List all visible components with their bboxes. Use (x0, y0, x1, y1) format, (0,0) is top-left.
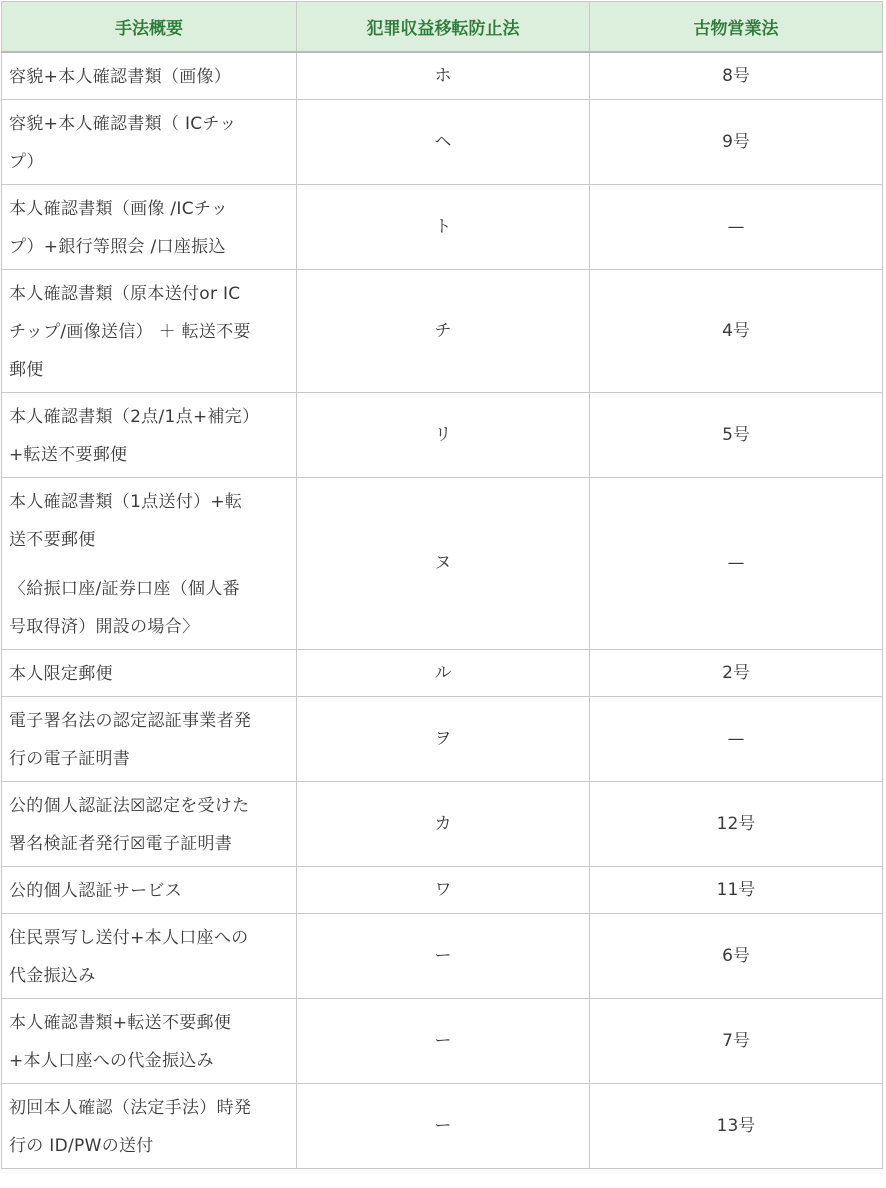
method-summary-paragraph (9, 1089, 290, 1165)
method-summary-cell (2, 866, 297, 913)
antique-dealers-law-cell: 8号 (590, 52, 883, 100)
table-row (2, 998, 883, 1083)
method-summary-paragraph (9, 190, 290, 266)
method-summary-line: 住民票写し送付+本人口座への (9, 927, 249, 948)
method-summary-paragraph (9, 570, 290, 646)
method-summary-line: 代金振込み (9, 965, 96, 986)
method-summary-cell (2, 649, 297, 696)
antique-dealers-law-cell: 6号 (590, 913, 883, 998)
table-row (2, 269, 883, 392)
method-summary-line: 公的個人認証サービス (9, 880, 182, 901)
method-summary-line: プ） (9, 151, 44, 172)
anti-money-laundering-law-cell: ホ (297, 52, 590, 100)
method-summary-paragraph (9, 275, 290, 389)
anti-money-laundering-law-cell: ル (297, 649, 590, 696)
method-summary-line: チップ/画像送信） ＋ 転送不要 (9, 321, 251, 342)
antique-dealers-law-cell: — (590, 477, 883, 649)
method-summary-cell (2, 184, 297, 269)
method-summary-cell (2, 99, 297, 184)
antique-dealers-law-cell: 7号 (590, 998, 883, 1083)
table-header (2, 2, 883, 52)
anti-money-laundering-law-cell: ヲ (297, 696, 590, 781)
method-summary-line: +転送不要郵便 (9, 444, 128, 465)
method-summary-line: プ）+銀行等照会 /口座振込 (9, 236, 226, 257)
method-summary-cell (2, 1083, 297, 1168)
method-summary-cell (2, 998, 297, 1083)
method-summary-line: 電子署名法の認定認証事業者発 (9, 710, 252, 731)
antique-dealers-law-cell: — (590, 184, 883, 269)
table-row (2, 913, 883, 998)
method-summary-cell (2, 781, 297, 866)
method-summary-line: +本人口座への代金振込み (9, 1050, 214, 1071)
anti-money-laundering-law-cell: ー (297, 1083, 590, 1168)
anti-money-laundering-law-cell: ヘ (297, 99, 590, 184)
method-summary-line: 送不要郵便 (9, 529, 96, 550)
method-summary-cell (2, 913, 297, 998)
antique-dealers-law-cell: 4号 (590, 269, 883, 392)
method-summary-cell (2, 477, 297, 649)
method-summary-line: 行の電子証明書 (9, 748, 131, 769)
anti-money-laundering-law-cell: ー (297, 998, 590, 1083)
method-summary-paragraph (9, 655, 290, 693)
anti-money-laundering-law-cell: ヌ (297, 477, 590, 649)
method-summary-line: 本人確認書類（2点/1点+補完） (9, 406, 260, 427)
method-summary-paragraph (9, 58, 290, 96)
method-summary-line: 容貌+本人確認書類（画像） (9, 66, 232, 87)
antique-dealers-law-cell: 13号 (590, 1083, 883, 1168)
header-antique-dealers-law: 古物営業法 (590, 2, 883, 52)
method-summary-cell (2, 696, 297, 781)
method-summary-paragraph (9, 919, 290, 995)
table-row (2, 52, 883, 100)
method-summary-paragraph (9, 483, 290, 559)
method-summary-line: 本人確認書類+転送不要郵便 (9, 1012, 232, 1033)
table-row (2, 1083, 883, 1168)
header-method-summary: 手法概要 (2, 2, 297, 52)
method-summary-cell (2, 52, 297, 100)
method-summary-line: 本人限定郵便 (9, 663, 113, 684)
identity-verification-table (1, 1, 883, 1169)
method-summary-line: 本人確認書類（1点送付）+転 (9, 491, 243, 512)
method-summary-line: 容貌+本人確認書類（ ICチッ (9, 113, 237, 134)
antique-dealers-law-cell: 11号 (590, 866, 883, 913)
antique-dealers-law-cell: 2号 (590, 649, 883, 696)
method-summary-line: 本人確認書類（画像 /ICチッ (9, 198, 229, 219)
header-anti-money-laundering-law: 犯罪収益移転防止法 (297, 2, 590, 52)
anti-money-laundering-law-cell: チ (297, 269, 590, 392)
table-row (2, 99, 883, 184)
table-row (2, 477, 883, 649)
method-summary-line: 郵便 (9, 359, 44, 380)
table-row (2, 866, 883, 913)
anti-money-laundering-law-cell: ー (297, 913, 590, 998)
comparison-table-container (1, 1, 882, 1169)
method-summary-line: 署名検証者発行☒電子証明書 (9, 833, 233, 854)
method-summary-cell (2, 269, 297, 392)
table-body (2, 52, 883, 1169)
method-summary-paragraph (9, 872, 290, 910)
table-row (2, 184, 883, 269)
method-summary-paragraph (9, 398, 290, 474)
table-row (2, 696, 883, 781)
method-summary-cell (2, 392, 297, 477)
anti-money-laundering-law-cell: ト (297, 184, 590, 269)
method-summary-paragraph (9, 1004, 290, 1080)
method-summary-paragraph (9, 105, 290, 181)
method-summary-paragraph (9, 787, 290, 863)
method-summary-line: 〈給振口座/証券口座（個人番 (9, 578, 240, 599)
method-summary-paragraph (9, 702, 290, 778)
anti-money-laundering-law-cell: リ (297, 392, 590, 477)
table-row (2, 649, 883, 696)
method-summary-line: 号取得済）開設の場合〉 (9, 616, 200, 637)
header-row (2, 2, 883, 52)
anti-money-laundering-law-cell: ワ (297, 866, 590, 913)
antique-dealers-law-cell: 12号 (590, 781, 883, 866)
method-summary-line: 行の ID/PWの送付 (9, 1135, 154, 1156)
table-row (2, 392, 883, 477)
method-summary-line: 初回本人確認（法定手法）時発 (9, 1097, 252, 1118)
method-summary-line: 公的個人認証法☒認定を受けた (9, 795, 250, 816)
table-row (2, 781, 883, 866)
anti-money-laundering-law-cell: カ (297, 781, 590, 866)
antique-dealers-law-cell: 5号 (590, 392, 883, 477)
antique-dealers-law-cell: — (590, 696, 883, 781)
antique-dealers-law-cell: 9号 (590, 99, 883, 184)
method-summary-line: 本人確認書類（原本送付or IC (9, 283, 241, 304)
